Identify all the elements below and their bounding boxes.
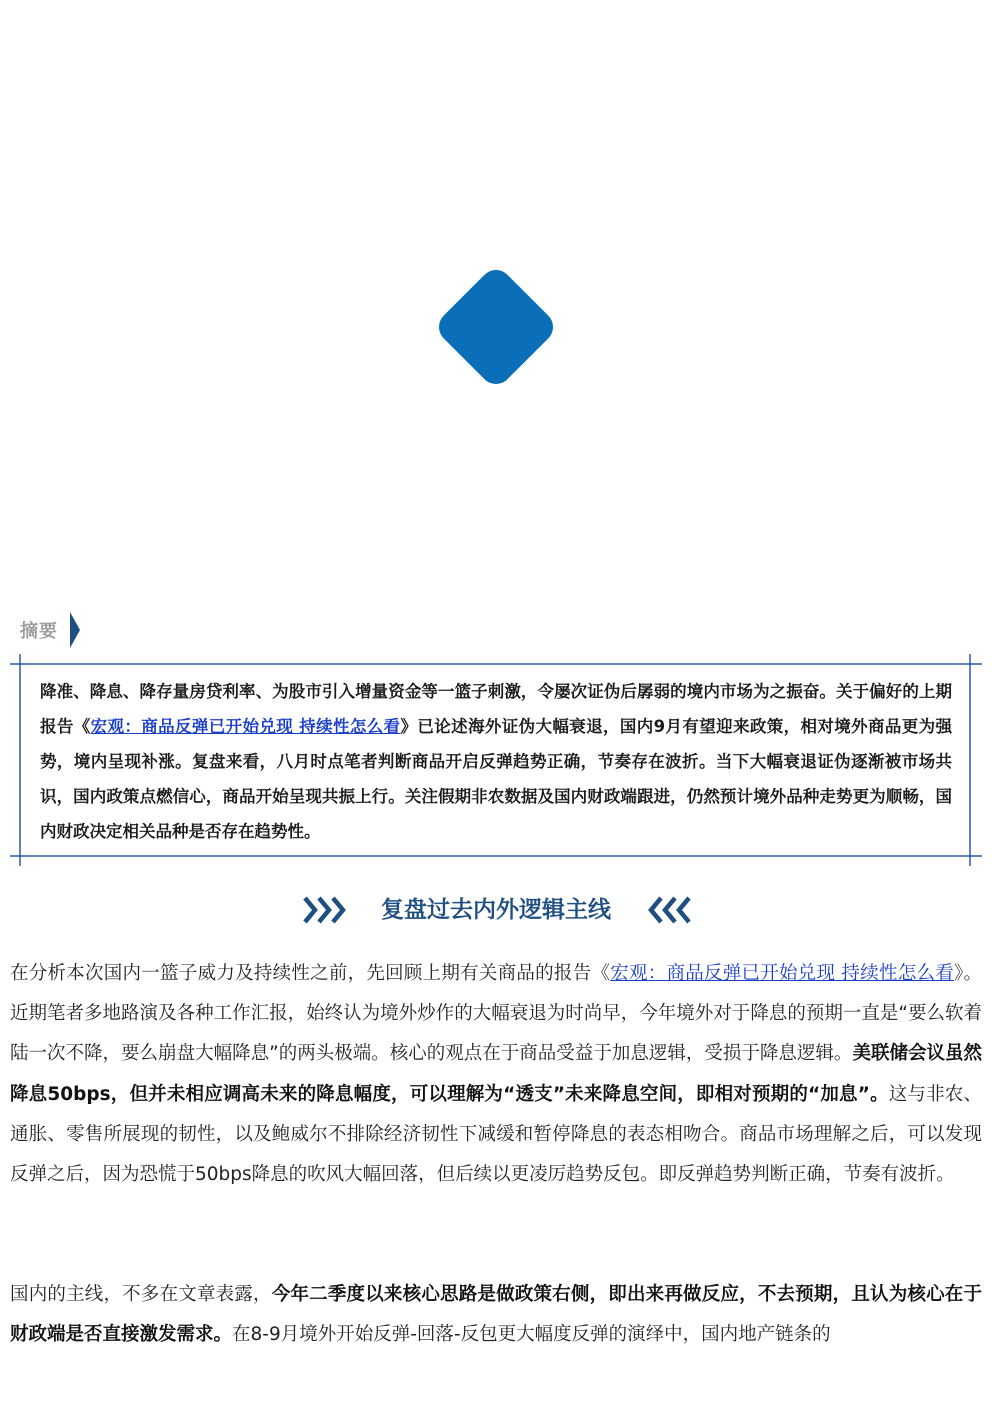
- abstract-tab: [20, 612, 58, 648]
- abstract-report-link[interactable]: 宏观：商品反弹已开始兑现 持续性怎么看: [90, 717, 401, 736]
- abstract-box: [0, 652, 992, 868]
- paragraph-text: 国内的主线，不多在文章表露，: [10, 1284, 272, 1305]
- abstract-text-part: 降准、降息、降存量房贷利率、为股市引入增量资金等一篮子刺激，令屡次证伪后孱弱的境内市场为之振奋。关于偏好的上期报告《: [40, 682, 952, 736]
- body-paragraph-2: [10, 1275, 982, 1355]
- triangle-right-icon: [68, 612, 102, 648]
- paragraph-text: 》。近期笔者多地路演及各种工作汇报，始终认为境外炒作的大幅衰退为时尚早，今年境外对于降息的预期一直是“要么软着陆一次不降，要么崩盘大幅降息”的两头极端。核心的观点在于商品受益于加息逻辑，受损于降息逻辑。: [10, 963, 982, 1065]
- abstract-label: 摘要: [20, 621, 58, 642]
- paragraph-bold-text: 今年二季度以来核心思路是做政策右侧，即出来再做反应，不去预期，且认为核心在于财政端是否直接激发需求。: [10, 1284, 982, 1346]
- chevron-left-triple-icon: [644, 894, 692, 926]
- paragraph-bold-text: 美联储会议虽然降息50bps，但并未相应调高未来的降息幅度，可以理解为“透支”未来降息空间，即相对预期的“加息”。: [10, 1043, 982, 1105]
- report-link[interactable]: 宏观：商品反弹已开始兑现 持续性怎么看: [610, 963, 954, 984]
- paragraph-text: 在分析本次国内一篮子威力及持续性之前，先回顾上期有关商品的报告《: [10, 963, 611, 984]
- diamond-logo-icon: [425, 256, 567, 398]
- paragraph-text: 这与非农、通胀、零售所展现的韧性，以及鲍威尔不排除经济韧性下减缓和暂停降息的表态相吻合。商品市场理解之后，可以发现反弹之后，因为恐慌于50bps降息的吹风大幅回落，但后续以更凌厉趋势反包。即反弹趋势判断正确，节奏有波折。: [10, 1083, 982, 1186]
- abstract-text: [40, 674, 952, 849]
- body-paragraph-1: [10, 954, 982, 1195]
- section-header: [0, 888, 992, 932]
- chevron-right-triple-icon: [302, 894, 350, 926]
- section-title: 复盘过去内外逻辑主线: [381, 897, 611, 923]
- paragraph-text: 在8-9月境外开始反弹-回落-反包更大幅度反弹的演绎中，国内地产链条的: [232, 1324, 831, 1346]
- abstract-text-part: 》已论述海外证伪大幅衰退，国内9月有望迎来政策，相对境外商品更为强势，境内呈现补涨。复盘来看，八月时点笔者判断商品开启反弹趋势正确，节奏存在波折。当下大幅衰退证伪逐渐被市场共识，国内政策点燃信心，商品开始呈现共振上行。关注假期非农数据及国内财政端跟进，仍然预计境外品种走势更为顺畅，国内财政决定相关品种是否存在趋势性。: [40, 717, 953, 841]
